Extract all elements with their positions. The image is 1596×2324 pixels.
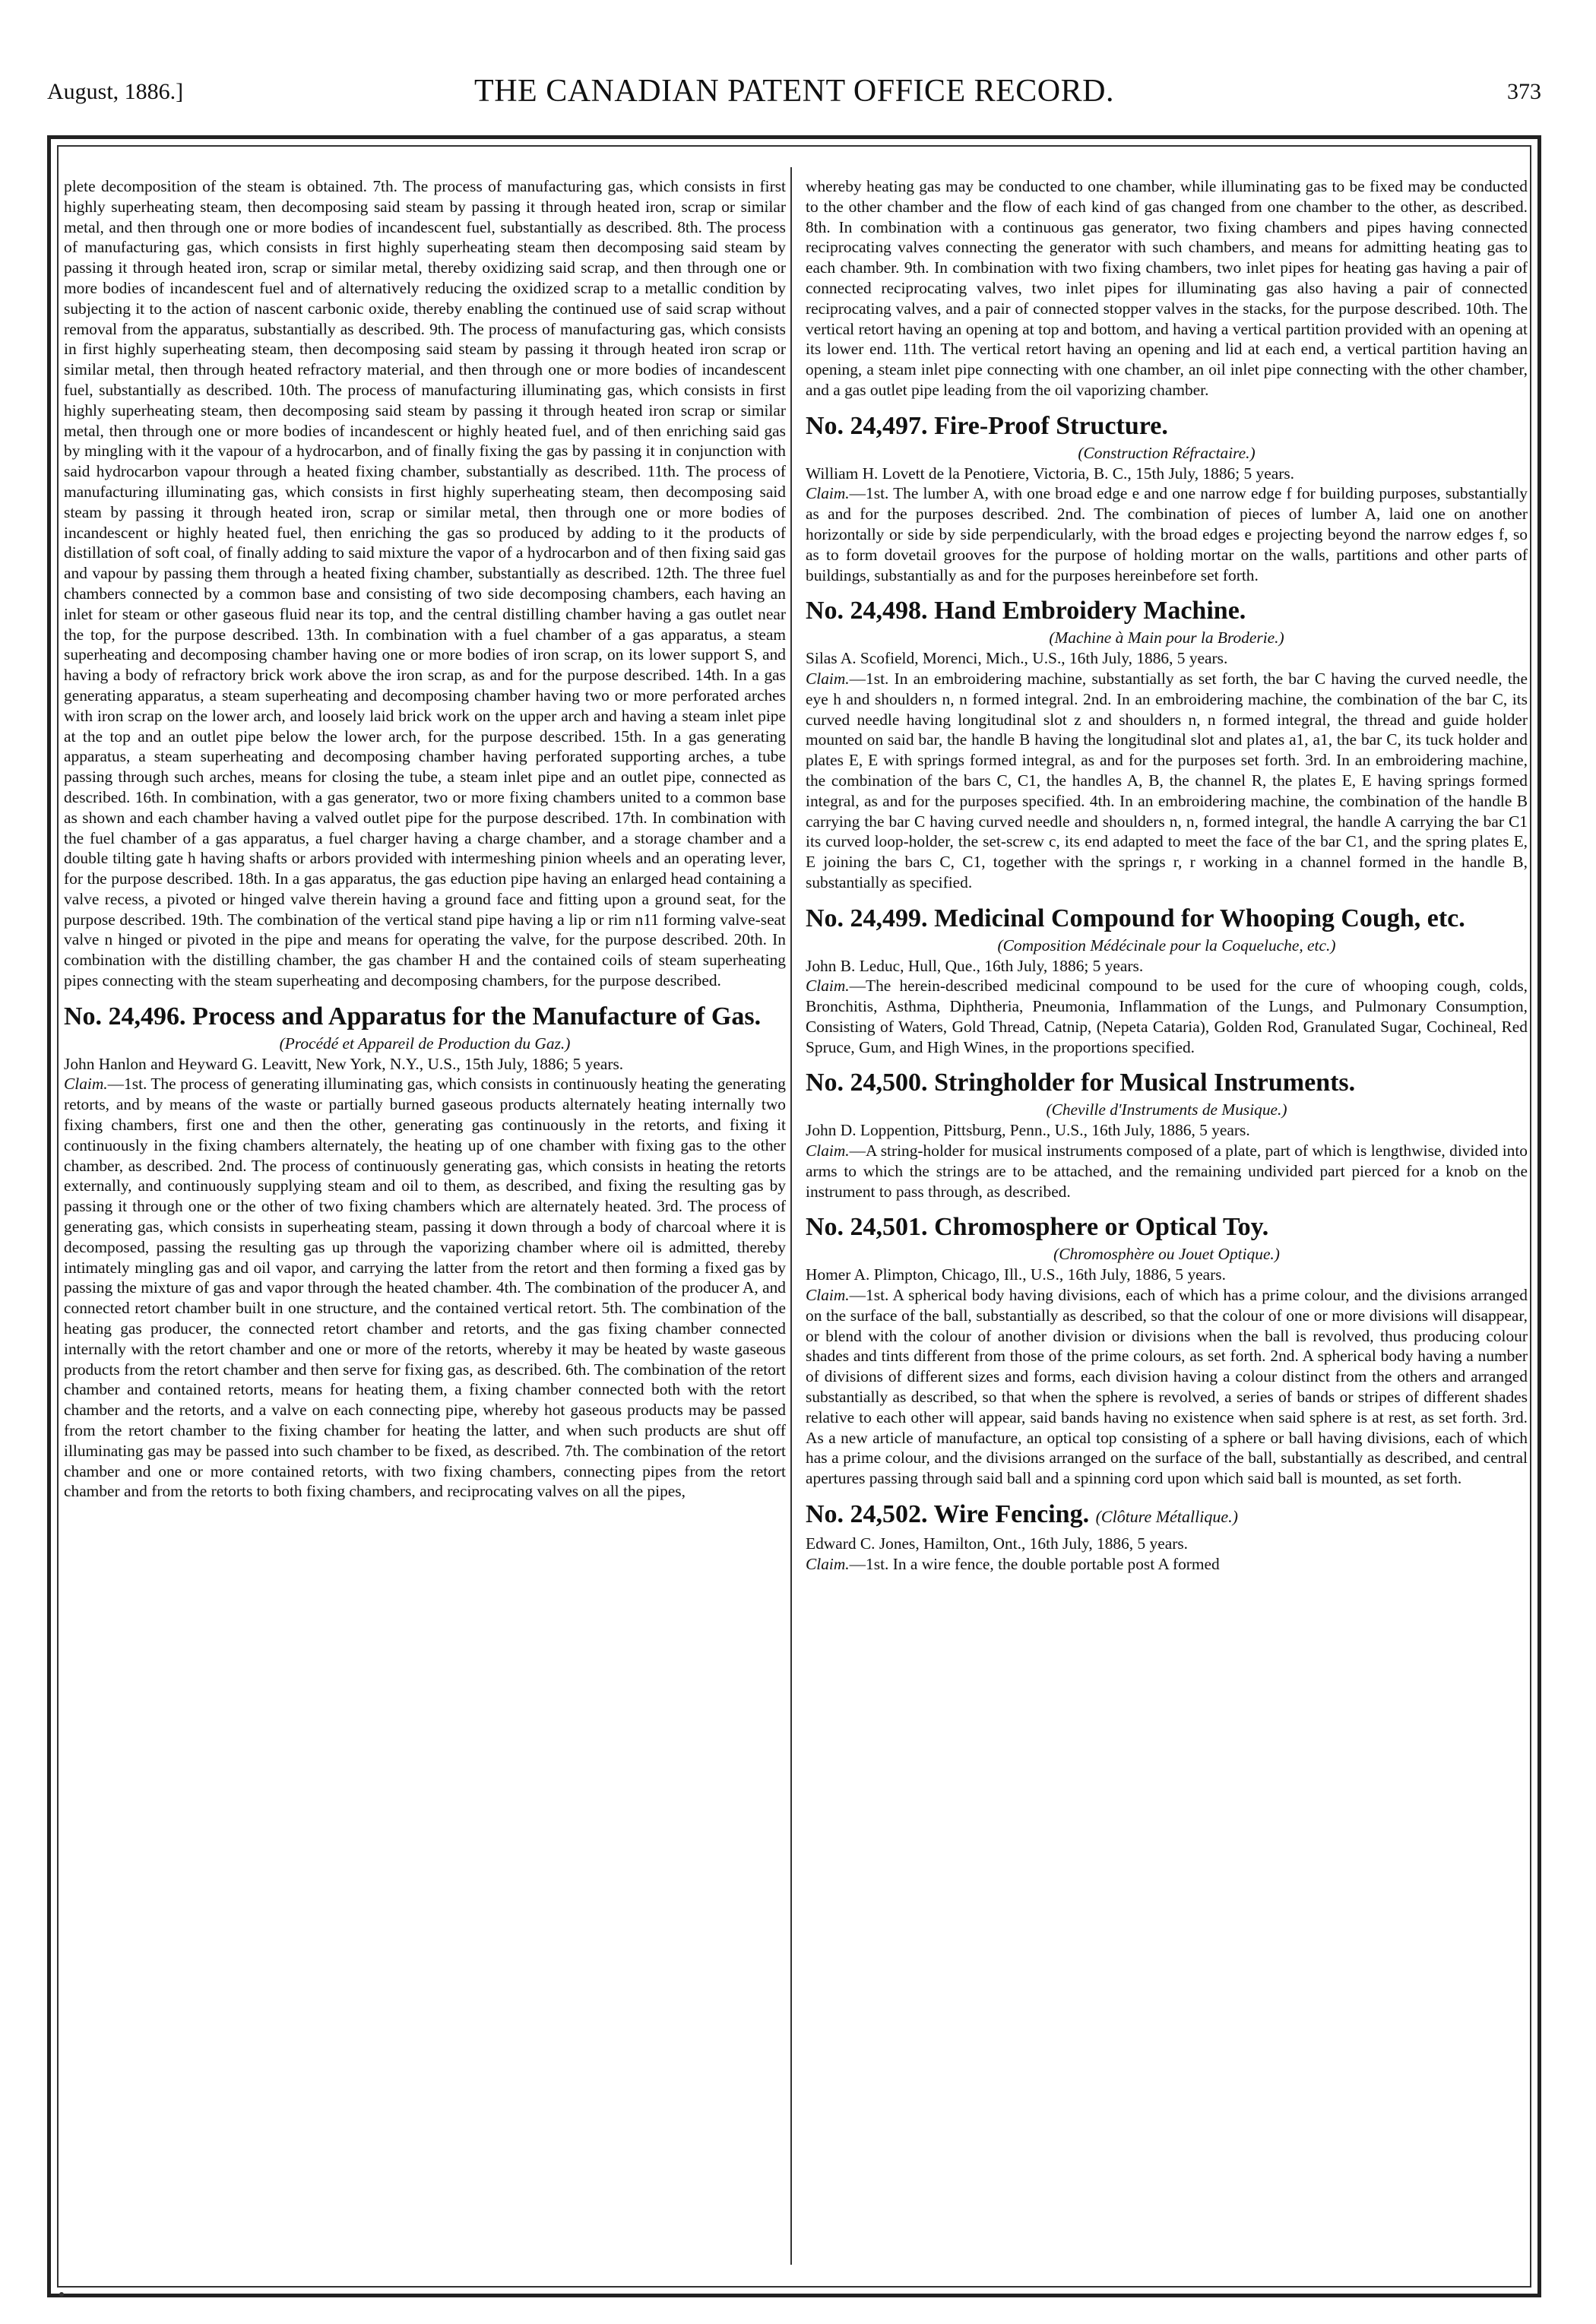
patent-french-title: (Construction Réfractaire.)	[1078, 443, 1256, 462]
patentee-info: John Hanlon and Heyward G. Leavitt, New York, N.Y., U.S., 15th July, 1886; 5 years.	[64, 1054, 624, 1073]
patent-claims	[806, 483, 1528, 585]
patent-claims	[806, 1141, 1528, 1202]
patent-title: Stringholder for Musical Instruments.	[934, 1069, 1356, 1097]
claim-label: Claim.	[806, 1554, 850, 1573]
margin-dot	[59, 2292, 64, 2297]
page-number: 373	[1507, 79, 1541, 104]
claim-label: Claim.	[64, 1075, 108, 1094]
publication-title: THE CANADIAN PATENT OFFICE RECORD.	[474, 74, 1114, 109]
patent-entry-heading	[806, 1068, 1528, 1098]
continued-claims-text: whereby heating gas may be conducted to one chamber, while illuminating gas to be fixed may be conducted to the other chamber and the flow of each kind of gas changed from one chamber to the other, as described. 8th. In combination with a continuous gas generator, two fixing chambers and pipes having connected reciprocating valves connecting the generator with such chambers, and means for admitting heating gas to each chamber. 9th. In combination with two fixing chambers, two inlet pipes for heating gas having a pair of connected reciprocating valves, two inlet pipes for illuminating gas also having a pair of connected reciprocating valves, and a pair of connected stopper valves in the stacks, for the purpose described. 10th. The vertical retort having an opening at top and bottom, and having a vertical partition provided with an opening at its lower end. 11th. The vertical retort having an opening and lid at each end, a vertical partition having an opening, a steam inlet pipe connecting with one chamber, an oil inlet pipe connecting with the other chamber, and a gas outlet pipe leading from the oil vaporizing chamber.	[806, 177, 1528, 399]
claim-text: —1st. A spherical body having divisions, each of which has a prime colour, and the divisions arranged on the surface of the ball, substantially as described, so that the colour of one or more divisions will disappear, or blend with the colour of another division or divisions when the ball is revolved, thus producing colour shades and tints different from those of the prime colours, as set forth. 2nd. A spherical body having a number of divisions of different sizes and forms, each division having a colour distinct from the others and arranged substantially as described, so that when the sphere is revolved, a series of bands or stripes of different shades relative to each other will appear, said bands having no existence when said sphere is at rest, as set forth. 3rd. As a new article of manufacture, an optical top consisting of a sphere or ball having divisions, each of which has a prime colour, and the divisions arranged on the surface of the ball, substantially as described, and central apertures passing through said ball and a spinning cord upon which said ball is mounted, as set forth.	[806, 1286, 1528, 1488]
right-column	[806, 176, 1528, 2262]
patent-claims	[806, 976, 1528, 1057]
patent-french-title: (Procédé et Appareil de Production du Gaz.)	[279, 1034, 571, 1053]
claim-text: —The herein-described medicinal compound to be used for the cure of whooping cough, colds, Bronchitis, Asthma, Diphtheria, Pneumonia, Inflammation of the Lungs, and Pulmonary Consumption, Consisting of Waters, Gold Thread, Catnip, (Nepeta Cataria), Golden Rod, Granulated Sugar, Cochineal, Red Spruce, Gum, and High Wines, in the proportions specified.	[806, 977, 1528, 1056]
patent-title: Wire Fencing.	[933, 1500, 1090, 1529]
patent-claims	[64, 1074, 786, 1502]
patent-entry-heading	[806, 411, 1528, 442]
patent-number: No. 24,497.	[806, 411, 928, 440]
patentee-info: Silas A. Scofield, Morenci, Mich., U.S., 16th July, 1886, 5 years.	[806, 649, 1228, 668]
patent-title: Process and Apparatus for the Manufacture of Gas.	[192, 1002, 762, 1031]
patent-french-title: (Chromosphère ou Jouet Optique.)	[1053, 1245, 1280, 1264]
column-divider	[790, 167, 792, 2265]
patent-entry-heading	[806, 1499, 1528, 1532]
patent-french-title: (Composition Médécinale pour la Coqueluche, etc.)	[997, 936, 1336, 955]
patent-number: No. 24,500.	[806, 1069, 928, 1097]
claim-text: —A string-holder for musical instruments composed of a plate, part of which is lengthwise, divided into arms to which the strings are to be attached, and the remaining undivided part pierced for a knob on the instrument to pass through, as described.	[806, 1141, 1528, 1201]
patent-number: No. 24,502.	[806, 1500, 928, 1529]
patent-title: Chromosphere or Optical Toy.	[934, 1213, 1269, 1242]
patent-number: No. 24,501.	[806, 1213, 928, 1242]
patent-entry-heading	[806, 1212, 1528, 1243]
patent-number: No. 24,498.	[806, 597, 928, 625]
continued-claims-text: plete decomposition of the steam is obtained. 7th. The process of manufacturing gas, which consists in first highly superheating steam, then decomposing said steam by passing it through heated iron, scrap or similar metal, and then through one or more bodies of incandescent fuel, substantially as described. 8th. The process of manufacturing gas, which consists in first highly superheating steam then decomposing said steam by passing it through heated iron, scrap or similar metal, thereby oxidizing said scrap, and then through one or more bodies of incandescent fuel and of alternatively reducing the oxidized scrap to a metallic condition by subjecting it to the action of nascent carbonic oxide, thereby enabling the continued use of said scrap without removal from the apparatus, substantially as described. 9th. The process of manufacturing gas, which consists in first highly superheating steam, then decomposing said steam by passing it through heated iron scrap or similar metal, then through heated refractory material, and then through one or more bodies of incandescent fuel, substantially as described. 10th. The process of manufacturing illuminating gas, which consists in first highly superheating steam, then decomposing said steam by passing it through heated iron scrap or similar metal, then through one or more bodies of incandescent or highly heated fuel, and of then enriching said gas by mingling with it the vapour of a hydrocarbon, and of finally fixing the gas by passing it in conjunction with said hydrocarbon vapour through a heated fixing chamber, substantially as described. 11th. The process of manufacturing illuminating gas, which consists in first highly superheating steam, then decomposing said steam by passing it through heated iron, scrap or similar metal, then through one or more bodies of incandescent or highly heated fuel, then enriching the gas so produced by adding to it the products of distillation of soft coal, of finally adding to said mixture the vapor of a hydrocarbon and of then fixing said gas and vapour by passing them through a heated fixing chamber, substantially as described. 12th. The three fuel chambers connected by a common base and consisting of two side decomposing chambers, each having an inlet for steam or other gaseous fluid near its top, and the central distilling chamber having a gas outlet near the top, for the purpose described. 13th. In combination with a fuel chamber of a gas apparatus, a steam superheating and decomposing chamber having one or more bodies of iron scrap, on its lower support S, and having a body of refractory brick work above the iron scrap, as and for the purpose described. 14th. In a gas generating apparatus, a steam superheating and decomposing chamber having two or more perforated arches with iron scrap on the lower arch, and loosely laid brick work on the upper arch and having a steam inlet pipe at the top and an outlet pipe below the lower arch, for the purpose described. 15th. In a gas generating apparatus, a steam superheating and decomposing chamber having perforated supporting arches, a tube passing through such arches, means for closing the tube, a steam inlet pipe and an outlet pipe, connected as described. 16th. In combination, with a gas generator, two or more fixing chambers united to a common base as shown and each chamber having a valved outlet pipe for the purpose described. 17th. In combination with the fuel chamber of a gas apparatus, a fuel charger having a charge chamber, and a storage chamber and a double tilting gate h having shafts or arbors provided with intermeshing pinion wheels and an operating lever, for the purpose described. 18th. In a gas apparatus, the gas eduction pipe having an enlarged head containing a valve recess, a pivoted or hinged valve therein having a ground face and fitting upon a ground seat, for the purpose described. 19th. The combination of the vertical stand pipe having a lip or rim n11 forming valve-seat valve n hinged or pivoted in the pipe and means for operating the valve, for the purpose described. 20th. In combination with the distilling chamber, the gas chamber H and the contained coils of steam superheating pipes connecting with the steam superheating and decomposing chambers, for the purpose described.	[64, 177, 786, 990]
patent-entry-heading	[806, 904, 1528, 934]
patent-french-title: (Clôture Métallique.)	[1095, 1507, 1238, 1527]
patent-french-title: (Cheville d'Instruments de Musique.)	[1046, 1100, 1287, 1119]
patent-french-title: (Machine à Main pour la Broderie.)	[1049, 628, 1284, 647]
claim-text: —1st. In a wire fence, the double portable post A formed	[849, 1554, 1220, 1573]
claim-text: —1st. The lumber A, with one broad edge e and one narrow edge f for building purposes, substantially as and for the purposes described. 2nd. The combination of pieces of lumber A, laid one on another horizontally or side by side perpendicularly, with the broad edges e projecting beyond the narrow edges f, so as to form dovetail grooves for the purpose of holding mortar on the walls, partitions and other parts of buildings, substantially as and for the purposes hereinbefore set forth.	[806, 484, 1528, 584]
patent-title: Medicinal Compound for Whooping Cough, etc.	[934, 904, 1465, 932]
patentee-info: William H. Lovett de la Penotiere, Victoria, B. C., 15th July, 1886; 5 years.	[806, 464, 1295, 483]
claim-label: Claim.	[806, 1141, 850, 1160]
patentee-info: John B. Leduc, Hull, Que., 16th July, 1886; 5 years.	[806, 956, 1144, 975]
patentee-info: Homer A. Plimpton, Chicago, Ill., U.S., 16th July, 1886, 5 years.	[806, 1265, 1226, 1284]
claim-label: Claim.	[806, 1286, 850, 1305]
claim-label: Claim.	[806, 669, 850, 688]
claim-text: —1st. The process of generating illuminating gas, which consists in continuously heating the generating retorts, and by means of the waste or partially burned gaseous products alternately heating internally two fixing chambers, first one and then the other, generating gas continuously in the retorts, and fixing it continuously in the fixing chambers alternately, the heating up of one chamber with fixing gas to the other chamber, as described. 2nd. The process of continuously generating gas, which consists in heating the retorts externally, and continuously supplying steam and oil to them, as described, and fixing the resulting gas by passing it through one or the other of two fixing chambers which are alternately heated. 3rd. The process of generating gas, which consists in superheating steam, passing it down through a body of charcoal where it is decomposed, passing the resulting gas up through the vaporizing chamber where oil is admitted, thereby intimately mingling gas and oil vapor, and carrying the latter from the retort and then forming a fixed gas by passing the mixture of gas and vapor through the heated chamber. 4th. The combination of the producer A, and connected retort chamber built in one structure, and the contained vertical retort. 5th. The combination of the heating gas producer, the connected retort chamber and retorts, and the gas fixing chamber connected internally with the retort chamber and one or more of the retorts, whereby it may be heated by waste gaseous products from the retort chamber and then serve for fixing gas, as described. 6th. The combination of the retort chamber and contained retorts, means for heating them, a fixing chamber connected both with the retort chamber and the retorts, and a valve on each connecting pipe, whereby hot gaseous products may be passed from the retort chamber to the fixing chamber for heating the latter, and when such products are shut off illuminating gas may be passed into such chamber to be fixed, as described. 7th. The combination of the retort chamber and one or more contained retorts, with two fixing chambers, connecting pipes from the retort chamber and from the retorts to both fixing chambers, and reciprocating valves on all the pipes,	[64, 1075, 786, 1501]
patent-title: Hand Embroidery Machine.	[934, 597, 1246, 625]
patent-number: No. 24,496.	[64, 1002, 186, 1031]
patent-entry-heading	[806, 596, 1528, 626]
patent-entry-heading	[64, 1002, 786, 1032]
left-column	[64, 176, 786, 2262]
claim-label: Claim.	[806, 484, 850, 503]
issue-date: August, 1886.]	[47, 79, 184, 104]
patentee-info: John D. Loppention, Pittsburg, Penn., U.S., 16th July, 1886, 5 years.	[806, 1121, 1250, 1140]
page-header	[47, 67, 1541, 112]
patent-claims	[806, 1554, 1528, 1575]
patent-title: Fire-Proof Structure.	[934, 411, 1168, 440]
claim-text: —1st. In an embroidering machine, substantially as set forth, the bar C having the curved needle, the eye h and shoulders n, n formed integral. 2nd. In an embroidering machine, the combination of the bar C, its curved needle having longitudinal slot z and shoulders n, n formed integral, the thread and guide holder mounted on said bar, the handle B having the longitudinal slot and plates a1, a1, the bar C, its tuck holder and plates E, E with springs formed integral, as and for the purposes set forth. 3rd. In an embroidering machine, the combination of the bars C, C1, the handles A, B, the channel R, the plates E, E having springs formed integral, as and for the purposes specified. 4th. In an embroidering machine, the combination of the handle B carrying the bar C having curved needle and shoulders n, n, formed integral, the handle A carrying the bar C1 its curved loop-holder, the set-screw c, its end adapted to meet the face of the bar C1, and the spring plates E, E joining the bars C, C1, together with the springs r, r working in a channel formed in the handle B, substantially as specified.	[806, 669, 1528, 891]
patentee-info: Edward C. Jones, Hamilton, Ont., 16th July, 1886, 5 years.	[806, 1534, 1189, 1553]
patent-number: No. 24,499.	[806, 904, 928, 932]
patent-claims	[806, 669, 1528, 893]
claim-label: Claim.	[806, 977, 850, 996]
patent-claims	[806, 1285, 1528, 1489]
